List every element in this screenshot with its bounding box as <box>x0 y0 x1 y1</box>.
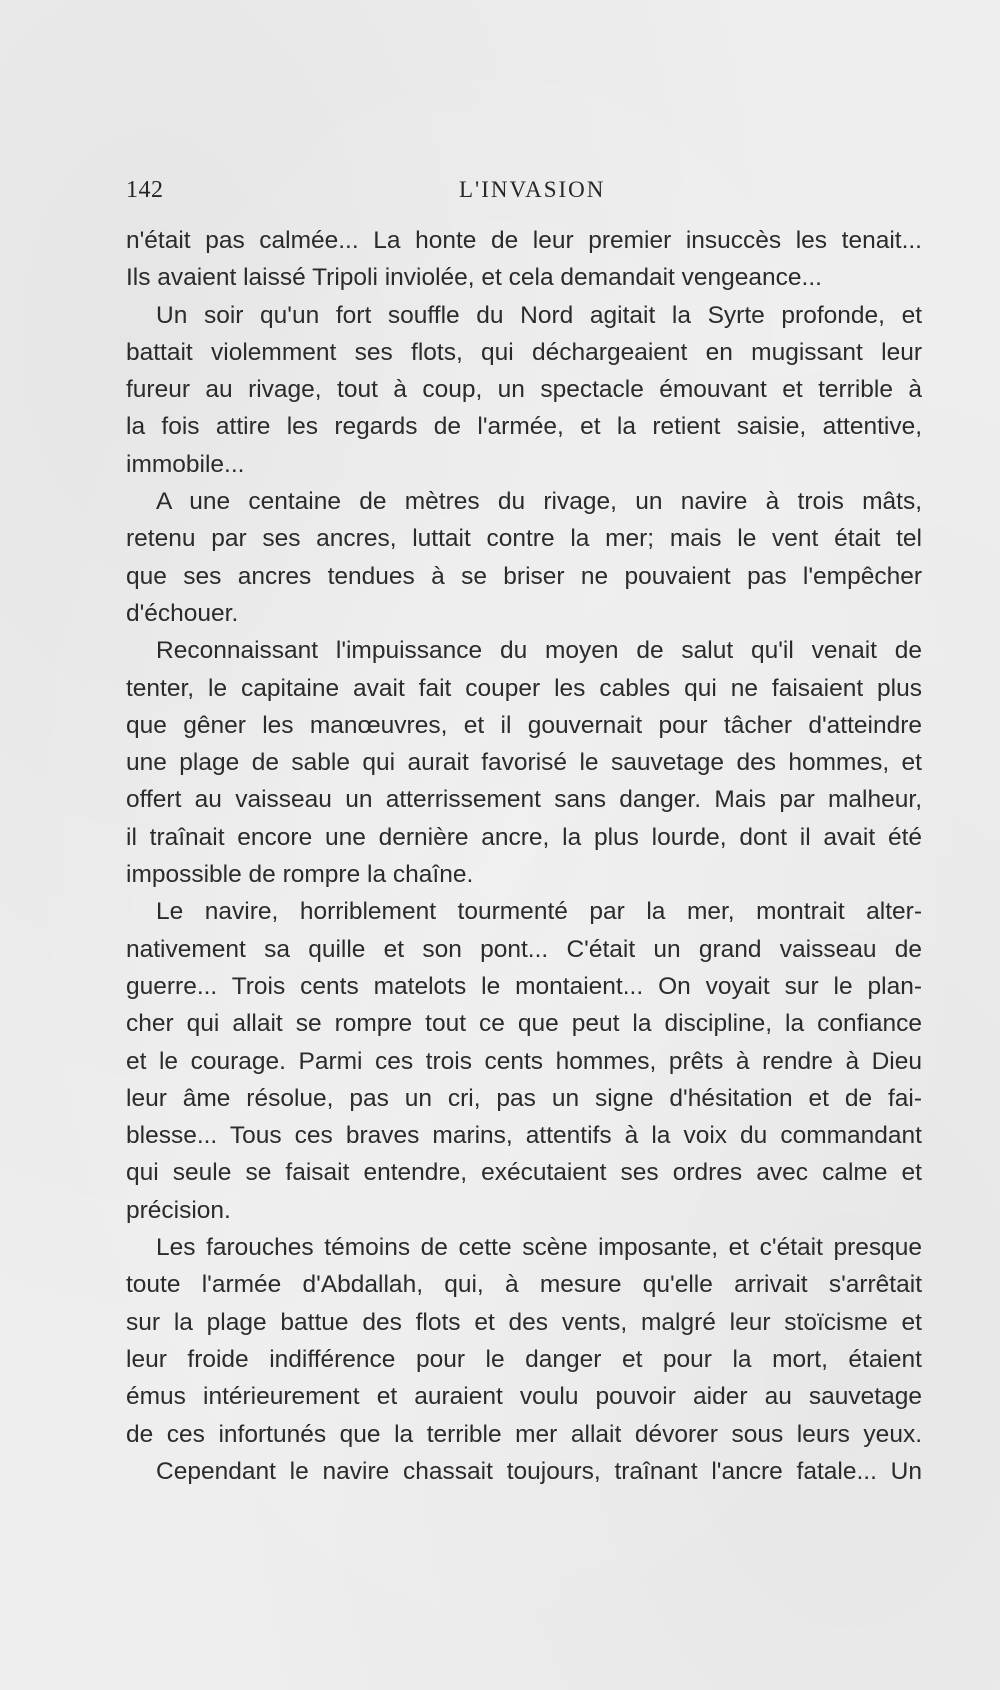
text-line: blesse... Tous ces braves marins, attentifs à la voix du commandant <box>126 1122 922 1150</box>
text-line: que gêner les manœuvres, et il gouvernait pour tâcher d'atteindre <box>126 711 922 739</box>
text-line: leur froide indifférence pour le danger et pour la mort, étaient <box>126 1345 922 1373</box>
running-head <box>126 177 922 211</box>
paragraph-first-line: Les farouches témoins de cette scène imposante, et c'était presque <box>156 1234 922 1262</box>
text-line: toute l'armée d'Abdallah, qui, à mesure qu'elle arrivait s'arrêtait <box>126 1271 922 1299</box>
text-line: une plage de sable qui aurait favorisé le sauvetage des hommes, et <box>126 749 922 777</box>
text-line: de ces infortunés que la terrible mer allait dévorer sous leurs yeux. <box>126 1420 922 1448</box>
text-line: émus intérieurement et auraient voulu pouvoir aider au sauvetage <box>126 1383 922 1411</box>
text-line: d'échouer. <box>126 599 239 627</box>
text-line: offert au vaisseau un atterrissement sans danger. Mais par malheur, <box>126 786 922 814</box>
page-number: 142 <box>126 177 164 203</box>
text-line: cher qui allait se rompre tout ce que peut la discipline, la confiance <box>126 1010 922 1038</box>
paragraph-first-line: A une centaine de mètres du rivage, un navire à trois mâts, <box>156 488 922 516</box>
text-line: Ils avaient laissé Tripoli inviolée, et cela demandait vengeance... <box>126 264 822 292</box>
text-line: retenu par ses ancres, luttait contre la mer; mais le vent était tel <box>126 525 922 553</box>
text-line: guerre... Trois cents matelots le montaient... On voyait sur le plan- <box>126 972 922 1000</box>
paragraph-first-line: Le navire, horriblement tourmenté par la mer, montrait alter- <box>156 898 922 926</box>
text-line: n'était pas calmée... La honte de leur premier insuccès les tenait... <box>126 227 922 254</box>
text-line: immobile... <box>126 450 245 478</box>
paragraph-first-line: Cependant le navire chassait toujours, traînant l'ancre fatale... Un <box>156 1457 922 1485</box>
text-line: nativement sa quille et son pont... C'était un grand vaisseau de <box>126 935 922 963</box>
text-line: que ses ancres tendues à se briser ne pouvaient pas l'empêcher <box>126 562 922 590</box>
text-line: il traînait encore une dernière ancre, la plus lourde, dont il avait été <box>126 823 922 851</box>
text-line: et le courage. Parmi ces trois cents hommes, prêts à rendre à Dieu <box>126 1047 922 1075</box>
text-line: la fois attire les regards de l'armée, et la retient saisie, attentive, <box>126 413 922 441</box>
text-line: sur la plage battue des flots et des vents, malgré leur stoïcisme et <box>126 1308 922 1336</box>
text-line: leur âme résolue, pas un cri, pas un signe d'hésitation et de fai- <box>126 1084 922 1112</box>
text-line: tenter, le capitaine avait fait couper les cables qui ne faisaient plus <box>126 674 922 702</box>
text-line: fureur au rivage, tout à coup, un spectacle émouvant et terrible à <box>126 376 922 404</box>
text-line: impossible de rompre la chaîne. <box>126 861 474 889</box>
body-text <box>126 222 922 1490</box>
text-line: précision. <box>126 1196 231 1224</box>
text-line: qui seule se faisait entendre, exécutaient ses ordres avec calme et <box>126 1159 922 1187</box>
running-title: L'INVASION <box>459 177 606 202</box>
paragraph-first-line: Un soir qu'un fort souffle du Nord agitait la Syrte profonde, et <box>156 301 922 329</box>
text-line: battait violemment ses flots, qui déchargeaient en mugissant leur <box>126 338 922 366</box>
paragraph-first-line: Reconnaissant l'impuissance du moyen de salut qu'il venait de <box>156 637 922 665</box>
